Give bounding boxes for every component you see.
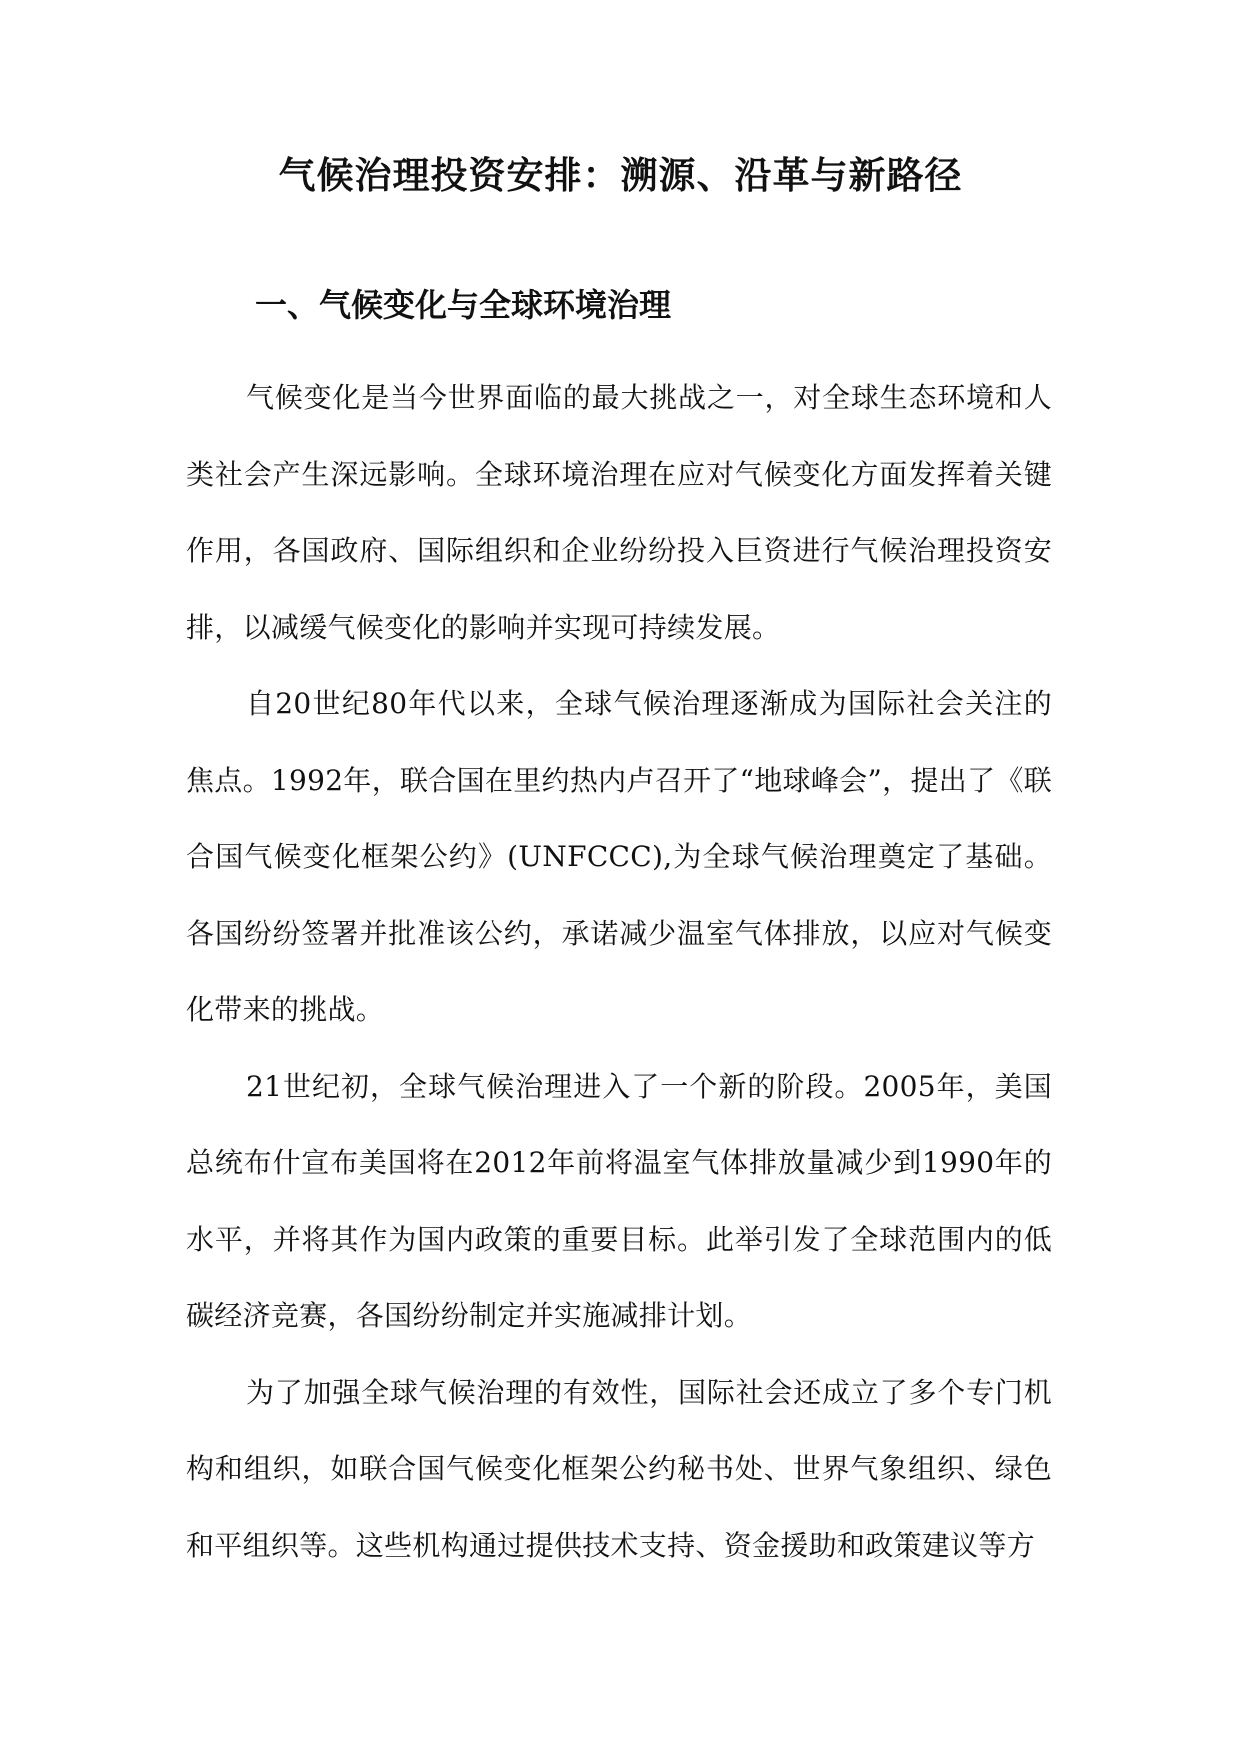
paragraph: 自20世纪80年代以来，全球气候治理逐渐成为国际社会关注的焦点。1992年，联合国在里约热内卢召开了“地球峰会”，提出了《联合国气候变化框架公约》(UNFCCC),为全球气候治理奠定了基础。各国纷纷签署并批准该公约，承诺减少温室气体排放，以应对气候变化带来的挑战。 (186, 687, 1052, 1026)
paragraph: 气候变化是当今世界面临的最大挑战之一，对全球生态环境和人类社会产生深远影响。全球环境治理在应对气候变化方面发挥着关键作用，各国政府、国际组织和企业纷纷投入巨资进行气候治理投资安排，以减缓气候变化的影响并实现可持续发展。 (186, 381, 1052, 644)
paragraph: 为了加强全球气候治理的有效性，国际社会还成立了多个专门机构和组织，如联合国气候变化框架公约秘书处、世界气象组织、绿色和平组织等。这些机构通过提供技术支持、资金援助和政策建议等方 (186, 1375, 1052, 1562)
section-body (186, 360, 1052, 1584)
page-title: 气候治理投资安排：溯源、沿革与新路径 (278, 154, 963, 197)
section-heading: 一、气候变化与全球环境治理 (255, 286, 672, 324)
paragraph: 21世纪初，全球气候治理进入了一个新的阶段。2005年，美国总统布什宣布美国将在2012年前将温室气体排放量减少到1990年的水平，并将其作为国内政策的重要目标。此举引发了全球范围内的低碳经济竞赛，各国纷纷制定并实施减排计划。 (186, 1069, 1052, 1332)
